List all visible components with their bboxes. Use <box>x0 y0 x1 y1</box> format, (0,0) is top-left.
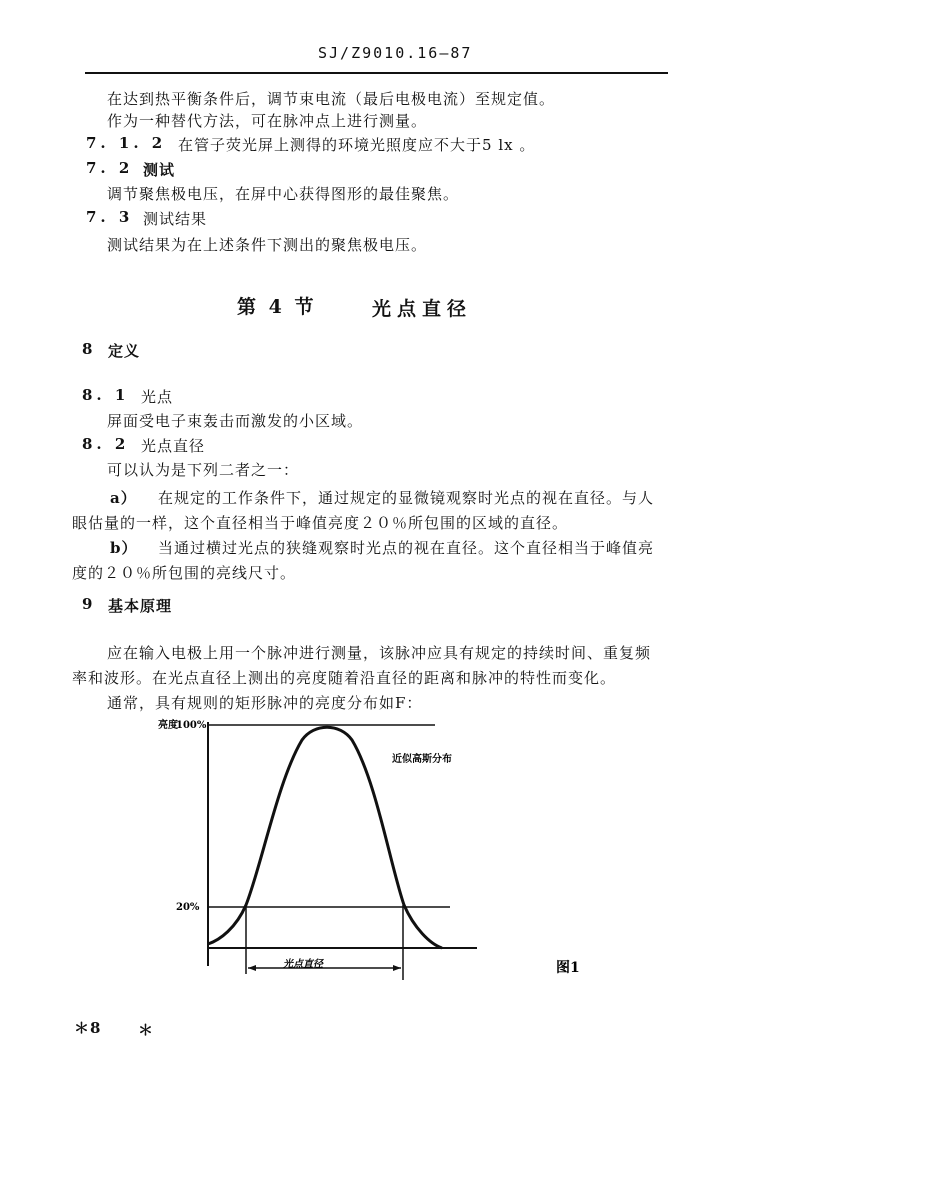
y-axis-label-char-1: 亮度 <box>158 720 178 731</box>
dimension-arrow-left-icon <box>248 965 256 971</box>
paragraph-thermal-balance: 在达到热平衡条件后，调节束电流（最后电极电流）至规定值。 <box>107 90 556 108</box>
item-b-label: b） <box>110 539 138 557</box>
item-a-line-1: 在规定的工作条件下，通过规定的显微镜观察时光点的视在直径。与人 <box>158 489 655 507</box>
standard-code-header: SJ/Z9010.16—87 <box>318 44 473 62</box>
figure-caption: 图1 <box>556 960 580 976</box>
section-title: 光点直径 <box>372 298 473 320</box>
item-b-line-1: 当通过横过光点的狭缝观察时光点的视在直径。这个直径相当于峰值亮 <box>158 539 655 557</box>
paragraph-pulse-line-1: 应在输入电极上用一个脉冲进行测量，该脉冲应具有规定的持续时间、重复频 <box>107 644 652 662</box>
paragraph-either-of-two: 可以认为是下列二者之一： <box>107 461 300 479</box>
clause-title-8-1: 光点 <box>141 388 174 406</box>
label-100-percent: 100% <box>176 720 207 731</box>
item-a-label: a） <box>110 489 137 507</box>
paragraph-test-result: 测试结果为在上述条件下测出的聚焦极电压。 <box>107 236 428 254</box>
paragraph-distribution-intro: 通常，具有规则的矩形脉冲的亮度分布如F： <box>107 694 423 712</box>
clause-text-7-1-2: 在管子荧光屏上测得的环境光照度应不大于5 lx 。 <box>178 136 536 154</box>
clause-number-7-1-2: 7. 1. 2 <box>86 134 167 152</box>
dimension-arrow-right-icon <box>393 965 401 971</box>
item-b-line-2: 度的２０％所包围的亮线尺寸。 <box>72 564 297 582</box>
clause-number-8: 8 <box>82 340 94 358</box>
clause-number-7-3: 7. 3 <box>86 208 134 226</box>
paragraph-alternative-method: 作为一种替代方法，可在脉冲点上进行测量。 <box>107 112 428 130</box>
label-20-percent: 20% <box>176 902 200 913</box>
clause-title-8-2: 光点直径 <box>141 437 206 455</box>
paragraph-focus-adjust: 调节聚焦极电压，在屏中心获得图形的最佳聚焦。 <box>107 185 460 203</box>
page-number-star: ＊ <box>138 1021 155 1039</box>
paragraph-pulse-line-2: 率和波形。在光点直径上测出的亮度随着沿直径的距离和脉冲的特性而变化。 <box>72 669 617 687</box>
clause-number-8-1: 8. 1 <box>82 386 130 404</box>
clause-title-9: 基本原理 <box>108 597 173 615</box>
curve-annotation: 近似高斯分布 <box>392 754 452 765</box>
clause-number-9: 9 <box>82 595 94 613</box>
clause-title-8: 定义 <box>108 342 141 360</box>
paragraph-spot-definition: 屏面受电子束轰击而激发的小区域。 <box>107 412 364 430</box>
page-number: ＊8 <box>74 1019 102 1037</box>
section-label: 第 4 节 <box>237 296 317 318</box>
clause-number-8-2: 8. 2 <box>82 435 130 453</box>
item-a-line-2: 眼估量的一样，这个直径相当于峰值亮度２０％所包围的区域的直径。 <box>72 514 569 532</box>
spot-diameter-label: 光点直径 <box>283 959 323 970</box>
clause-number-7-2: 7. 2 <box>86 159 134 177</box>
clause-title-7-3: 测试结果 <box>143 210 208 228</box>
clause-title-7-2: 测试 <box>143 161 176 179</box>
